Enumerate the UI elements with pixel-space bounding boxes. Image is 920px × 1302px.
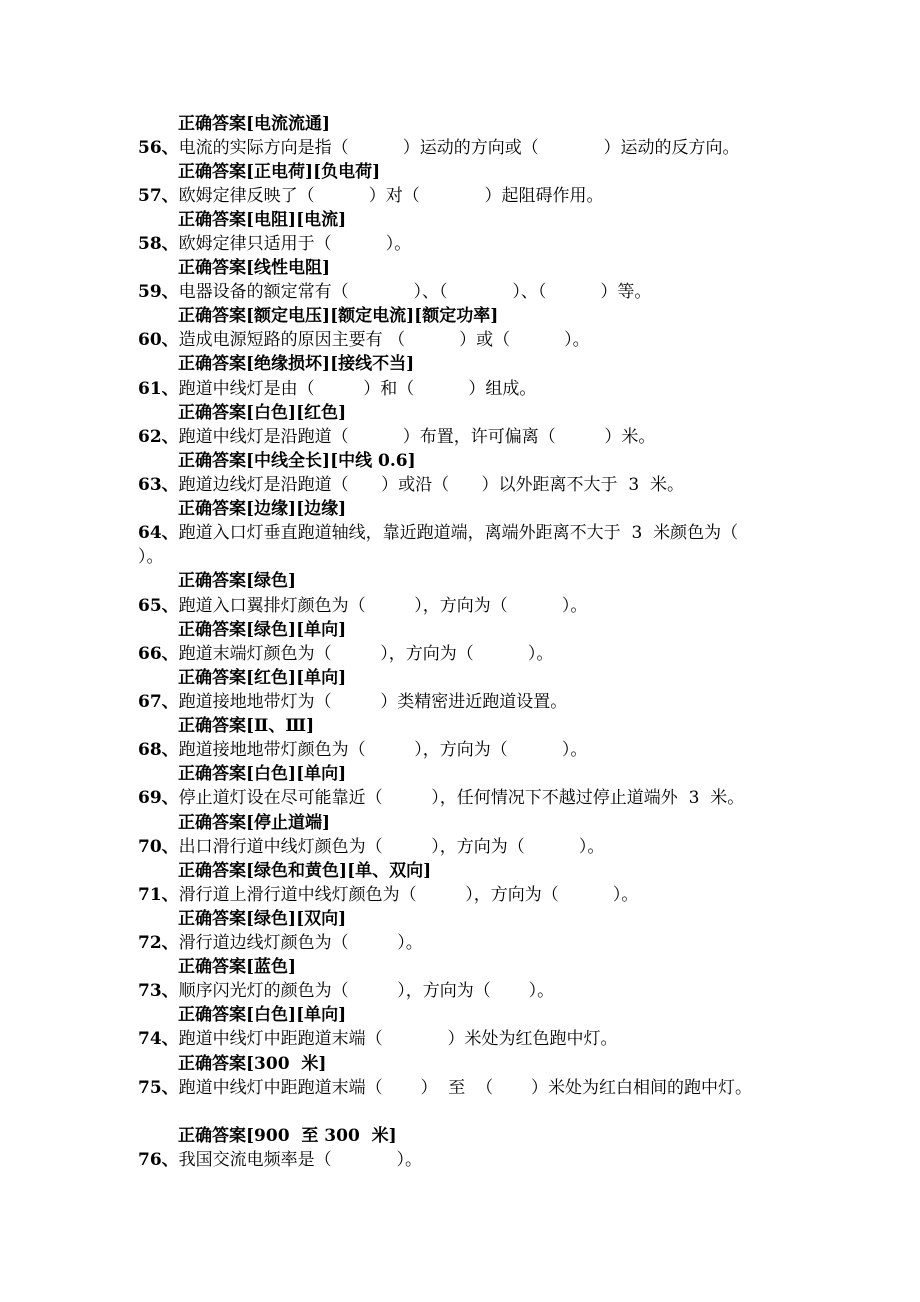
question-number: 76、 xyxy=(138,1150,179,1170)
answer-text: 正确答案[蓝色] xyxy=(178,957,297,977)
answer-line xyxy=(178,1053,326,1075)
answer-text: 正确答案[白色][单向] xyxy=(178,764,347,784)
question-text: 我国交流电频率是（ ）。 xyxy=(178,1150,423,1170)
question-line xyxy=(138,787,744,809)
question-line xyxy=(138,426,655,448)
answer-text: 正确答案[白色][单向] xyxy=(178,1005,347,1025)
answer-text: 正确答案[线性电阻] xyxy=(178,258,331,278)
question-number: 67、 xyxy=(138,692,179,712)
question-text: 顺序闪光灯的颜色为（ ），方向为（ ）。 xyxy=(178,981,555,1001)
question-line xyxy=(138,378,536,400)
question-number: 61、 xyxy=(138,379,179,399)
question-continuation xyxy=(138,546,164,568)
answer-text: 正确答案[额定电压][额定电流][额定功率] xyxy=(178,306,499,326)
answer-line xyxy=(178,353,414,375)
answer-line xyxy=(178,1125,397,1147)
answer-text: 正确答案[白色][红色] xyxy=(178,403,347,423)
answer-line xyxy=(178,619,346,641)
answer-text: 正确答案[绿色][双向] xyxy=(178,909,347,929)
question-number: 72、 xyxy=(138,933,179,953)
question-text: 欧姆定律只适用于（ ）。 xyxy=(178,234,412,254)
answer-text: 正确答案[300 米] xyxy=(178,1054,327,1074)
answer-text: 正确答案[中线全长][中线 0.6] xyxy=(178,451,416,471)
question-text: 跑道中线灯中距跑道末端（ ） 至 （ ）米处为红白相间的跑中灯。 xyxy=(178,1078,752,1098)
question-line xyxy=(138,233,411,255)
question-text: 跑道入口翼排灯颜色为（ ），方向为（ ）。 xyxy=(178,596,588,616)
answer-line xyxy=(178,763,346,785)
answer-text: 正确答案[电阻][电流] xyxy=(178,210,347,230)
question-line xyxy=(138,1028,618,1050)
question-number: 63、 xyxy=(138,475,179,495)
question-line xyxy=(138,329,590,351)
answer-line xyxy=(178,956,296,978)
question-number: 60、 xyxy=(138,330,179,350)
answer-line xyxy=(178,402,346,424)
question-line xyxy=(138,980,554,1002)
answer-line xyxy=(178,812,330,834)
question-text: 跑道中线灯中距跑道末端（ ）米处为红色跑中灯。 xyxy=(178,1029,618,1049)
question-number: 66、 xyxy=(138,644,179,664)
question-text: 跑道末端灯颜色为（ ），方向为（ ）。 xyxy=(178,644,554,664)
question-line xyxy=(138,137,740,159)
question-number: 74、 xyxy=(138,1029,179,1049)
question-text: 出口滑行道中线灯颜色为（ ），方向为（ ）。 xyxy=(178,837,605,857)
answer-line xyxy=(178,908,346,930)
answer-line xyxy=(178,667,346,689)
question-line xyxy=(138,1149,422,1171)
question-number: 56、 xyxy=(138,138,179,158)
answer-text: 正确答案[电流流通] xyxy=(178,114,331,134)
answer-text: 正确答案[绿色][单向] xyxy=(178,620,347,640)
answer-text: 正确答案[绝缘损坏][接线不当] xyxy=(178,354,415,374)
answer-text: 正确答案[正电荷][负电荷] xyxy=(178,162,381,182)
question-text: 跑道入口灯垂直跑道轴线，靠近跑道端，离端外距离不大于 3 米颜色为（ xyxy=(178,523,739,543)
question-line xyxy=(138,884,638,906)
question-line xyxy=(138,474,684,496)
question-number: 73、 xyxy=(138,981,179,1001)
question-text: 停止道灯设在尽可能靠近（ ），任何情况下不越过停止道端外 3 米。 xyxy=(178,788,745,808)
question-text: 跑道边线灯是沿跑道（ ）或沿（ ）以外距离不大于 3 米。 xyxy=(178,475,684,495)
question-line xyxy=(138,281,651,303)
question-number: 65、 xyxy=(138,596,179,616)
question-number: 58、 xyxy=(138,234,179,254)
question-line xyxy=(138,643,553,665)
question-number: 68、 xyxy=(138,740,179,760)
answer-line xyxy=(178,715,314,737)
question-text: 电器设备的额定常有（ ）、（ ）、（ ）等。 xyxy=(178,282,652,302)
question-text: 跑道中线灯是由（ ）和（ ）组成。 xyxy=(178,379,537,399)
answer-text: 正确答案[边缘][边缘] xyxy=(178,499,347,519)
answer-line xyxy=(178,570,296,592)
question-line xyxy=(138,1077,752,1099)
question-text: 滑行道边线灯颜色为（ ）。 xyxy=(178,933,423,953)
question-line xyxy=(138,739,587,761)
answer-text: 正确答案[停止道端] xyxy=(178,813,331,833)
question-text: 跑道中线灯是沿跑道（ ）布置，许可偏离（ ）米。 xyxy=(178,427,656,447)
answer-text: 正确答案[绿色和黄色][单、双向] xyxy=(178,861,432,881)
question-number: 64、 xyxy=(138,523,179,543)
question-text: 电流的实际方向是指（ ）运动的方向或（ ）运动的反方向。 xyxy=(178,138,740,158)
question-text: 跑道接地地带灯为（ ）类精密进近跑道设置。 xyxy=(178,692,568,712)
question-number: 59、 xyxy=(138,282,179,302)
answer-text: 正确答案[Ⅱ、Ⅲ] xyxy=(178,716,315,736)
answer-text: 正确答案[绿色] xyxy=(178,571,297,591)
question-line xyxy=(138,932,423,954)
answer-text: 正确答案[红色][单向] xyxy=(178,668,347,688)
question-number: 70、 xyxy=(138,837,179,857)
question-text: 造成电源短路的原因主要有 （ ）或（ ）。 xyxy=(178,330,590,350)
answer-text: 正确答案[900 至 300 米] xyxy=(178,1126,397,1146)
question-line xyxy=(138,595,587,617)
answer-line xyxy=(178,209,346,231)
question-number: 57、 xyxy=(138,186,179,206)
question-number: 75、 xyxy=(138,1078,179,1098)
answer-line xyxy=(178,161,380,183)
answer-line xyxy=(178,257,330,279)
answer-line xyxy=(178,860,431,882)
question-text: 欧姆定律反映了（ ）对（ ）起阻碍作用。 xyxy=(178,186,604,206)
continuation-text: ）。 xyxy=(138,547,164,567)
answer-line xyxy=(178,498,346,520)
question-text: 跑道接地地带灯颜色为（ ），方向为（ ）。 xyxy=(178,740,588,760)
answer-line xyxy=(178,1004,346,1026)
question-line xyxy=(138,185,604,207)
answer-line xyxy=(178,450,416,472)
question-line xyxy=(138,522,738,544)
question-line xyxy=(138,691,567,713)
question-text: 滑行道上滑行道中线灯颜色为（ ），方向为（ ）。 xyxy=(178,885,639,905)
question-number: 62、 xyxy=(138,427,179,447)
question-line xyxy=(138,836,604,858)
question-number: 71、 xyxy=(138,885,179,905)
question-number: 69、 xyxy=(138,788,179,808)
answer-line xyxy=(178,113,330,135)
answer-line xyxy=(178,305,498,327)
